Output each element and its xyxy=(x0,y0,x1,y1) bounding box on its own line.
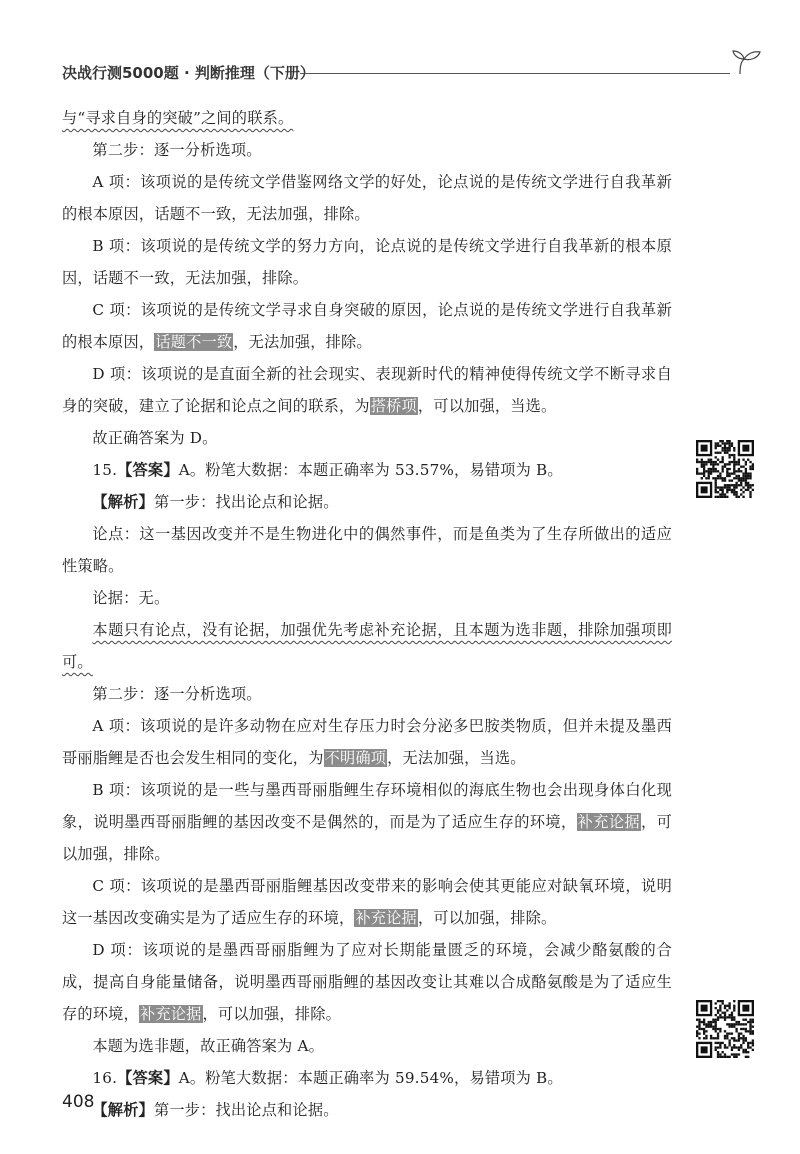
paragraph-text: A。粉笔大数据：本题正确率为 59.54%，易错项为 B。 xyxy=(178,1069,563,1087)
header-rule xyxy=(300,73,730,74)
paragraph-text: 第一步：找出论点和论据。 xyxy=(153,1101,339,1119)
analysis-label: 【解析】 xyxy=(92,493,154,511)
option-c-analysis xyxy=(62,870,672,934)
running-header xyxy=(62,60,762,90)
question-15-analysis xyxy=(62,486,672,518)
paragraph-text: D 项：该项说的是墨西哥丽脂鲤为了应对长期能量匮乏的环境，会减少酪氨酸的合成，提高自身能量储备，说明墨西哥丽脂鲤的基因改变让其难以合成酪氨酸是为了适应生存的环境， xyxy=(62,941,672,1023)
paragraph-text: D 项：该项说的是直面全新的社会现实、表现新时代的精神使得传统文学不断寻求自身的突破，建立了论据和论点之间的联系，为 xyxy=(62,365,672,415)
answer-label: 【答案】 xyxy=(117,461,179,479)
paragraph-text: A。粉笔大数据：本题正确率为 53.57%，易错项为 B。 xyxy=(178,461,563,479)
page-body xyxy=(62,102,672,1126)
paragraph-text: ，可以加强，当选。 xyxy=(417,397,557,415)
highlight-tag: 话题不一致 xyxy=(155,333,233,351)
highlight-tag: 补充论据 xyxy=(577,813,641,831)
paragraph-text: B 项：该项说的是传统文学的努力方向，论点说的是传统文学进行自我革新的根本原因，话题不一致，无法加强，排除。 xyxy=(62,237,672,287)
answer-label: 【答案】 xyxy=(117,1069,179,1087)
option-d-analysis xyxy=(62,934,672,1030)
paragraph-text: ，可以加强，排除。 xyxy=(62,813,672,863)
analysis-label: 【解析】 xyxy=(92,1101,154,1119)
paragraph-11 xyxy=(62,614,672,678)
option-b-analysis xyxy=(62,230,672,294)
paragraph-text: 第一步：找出论点和论据。 xyxy=(153,493,339,511)
qr-code-icon[interactable] xyxy=(694,998,756,1060)
page-number: 408 xyxy=(62,1092,95,1112)
paragraph-text: ，无法加强，排除。 xyxy=(233,333,372,351)
option-d-analysis xyxy=(62,358,672,422)
question-number: 16. xyxy=(92,1069,118,1087)
paragraph-12: 第二步：逐一分析选项。 xyxy=(92,685,262,703)
paragraph-text: C 项：该项说的是墨西哥丽脂鲤基因改变带来的影响会使其更能应对缺氧环境，说明这一基因改变确实是为了适应生存的环境， xyxy=(62,877,672,927)
argument-claim: 论点：这一基因改变并不是生物进化中的偶然事件，而是鱼类为了生存所做出的适应性策略。 xyxy=(62,525,672,575)
answer-conclusion: 本题为选非题，故正确答案为 A。 xyxy=(92,1037,325,1055)
paragraph-text: B 项：该项说的是一些与墨西哥丽脂鲤生存环境相似的海底生物也会出现身体白化现象，说明墨西哥丽脂鲤的基因改变不是偶然的，而是为了适应生存的环境， xyxy=(62,781,672,831)
option-c-analysis xyxy=(62,294,672,358)
wavy-underlined-text: 本题只有论点，没有论据，加强优先考虑补充论据，且本题为选非题，排除加强项即可。 xyxy=(62,621,672,671)
answer-conclusion: 故正确答案为 D。 xyxy=(92,429,218,447)
option-a-analysis xyxy=(62,166,672,230)
paragraph-0 xyxy=(62,102,672,134)
question-16-analysis xyxy=(62,1094,672,1126)
argument-evidence: 论据：无。 xyxy=(92,589,170,607)
paragraph-1: 第二步：逐一分析选项。 xyxy=(92,141,262,159)
paragraph-text: A 项：该项说的是传统文学借鉴网络文学的好处，论点说的是传统文学进行自我革新的根本原因，话题不一致，无法加强，排除。 xyxy=(62,173,672,223)
paragraph-text: ，无法加强，当选。 xyxy=(387,749,526,767)
option-a-analysis xyxy=(62,710,672,774)
paragraph-text: A 项：该项说的是许多动物在应对生存压力时会分泌多巴胺类物质，但并未提及墨西哥丽脂鲤是否也会发生相同的变化，为 xyxy=(62,717,672,767)
paragraph-text: C 项：该项说的是传统文学寻求自身突破的原因，论点说的是传统文学进行自我革新的根本原因， xyxy=(62,301,672,351)
wavy-underlined-text: 与“寻求自身的突破”之间的联系。 xyxy=(62,109,294,127)
question-15-answer xyxy=(62,454,672,486)
paragraph-text: ，可以加强，排除。 xyxy=(417,909,557,927)
option-b-analysis xyxy=(62,774,672,870)
highlight-tag: 不明确项 xyxy=(324,749,387,767)
question-16-answer xyxy=(62,1062,672,1094)
highlight-tag: 补充论据 xyxy=(355,909,417,927)
book-title: 决战行测5000题 · 判断推理（下册） xyxy=(62,64,315,82)
qr-code-icon[interactable] xyxy=(694,438,756,500)
sprout-icon xyxy=(730,46,764,76)
highlight-tag: 搭桥项 xyxy=(370,397,417,415)
paragraph-text: ，可以加强，排除。 xyxy=(202,1005,341,1023)
highlight-tag: 补充论据 xyxy=(139,1005,202,1023)
question-number: 15. xyxy=(92,461,118,479)
